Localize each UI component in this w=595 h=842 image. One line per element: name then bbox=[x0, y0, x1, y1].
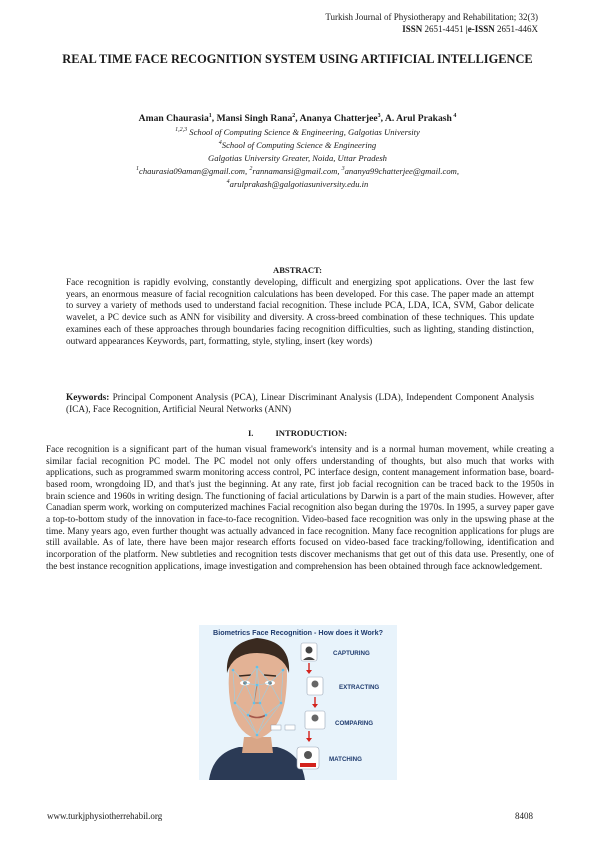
abstract-heading: ABSTRACT: bbox=[272, 265, 323, 275]
paper-title: REAL TIME FACE RECOGNITION SYSTEM USING ARTIFICIAL INTELLIGENCE bbox=[62, 52, 533, 66]
affiliation-line: Galgotias University Greater, Noida, Uttar Pradesh bbox=[208, 153, 387, 163]
email-line bbox=[60, 178, 535, 191]
author-name: Ananya Chatterjee bbox=[299, 113, 378, 124]
affiliation-line bbox=[60, 126, 535, 139]
keywords bbox=[66, 393, 534, 416]
issn-label: ISSN bbox=[402, 24, 423, 34]
email-link[interactable]: ananya99chatterjee@gmail.com, bbox=[344, 166, 459, 176]
author-name: Aman Chaurasia bbox=[138, 113, 209, 124]
keywords-label: Keywords: bbox=[66, 393, 110, 403]
step-comparing: COMPARING bbox=[335, 720, 374, 727]
section-title: INTRODUCTION: bbox=[275, 428, 348, 438]
abstract-text: Face recognition is rapidly evolving, constantly developing, difficult and energizing spot applications. Over the last few years, an enormous measure of facial recognition calculations has been developed. For this case. The paper made an attempt to survey a variety of methods used to understand facial recognition. These include PCA, LDA, ICA, SVM, Gabor delicate wavelet, a PC device such as ANN for visibility and diversity. A cross-breed combination of these techniques. This update examines each of these approaches through boundaries facing recognition difficulties, such as lighting, standing distinction, outward appearances Keywords, part, formatting, style, styling, insert (key words) bbox=[66, 278, 534, 347]
email-sup: 3 bbox=[341, 166, 345, 173]
journal-header bbox=[325, 11, 538, 35]
affil-sup: 1,2,3 bbox=[175, 127, 188, 134]
introduction-text: Face recognition is a significant part of the human visual framework's intensity and is a normal human movement, while creating a similar facial recognition PC model. The PC model not only offers understanding of thoughts, but also much that works with applications, such as programmed swarm monitoring access control, PC interface design, content management information base, board-based room, wrongdoing ID, and that's just the beginning. At any rate, first job facial recognition can be traced back to the 1950s in brain science and 1960s in writing design. The functioning of facial articulations by Darwin is a part of the main studies. However, after Canadian sperm work, working on computerized machines Facial recognition also began during the 1970s. In 1995, a survey paper gave a top-to-bottom study of the innovation in face-to-face recognition. Video-based face recognition was only in the upswing phase at the time. Many years ago, even further thought was actually advanced in face recognition. Many face recognition applications for plugs are still available. As of late, there have been major research efforts focused on video-based face tracking/following, identification and incorporation of the platform. New subtleties and recognition tests discover mechanisms that get out of this data use. Presently, one of the best instance recognition applications, image investigation and comprehension has been obtained through face acknowledgement. bbox=[46, 445, 554, 572]
page-number: 8408 bbox=[515, 811, 533, 821]
eissn-label: |e-ISSN bbox=[465, 24, 495, 34]
affiliation-line bbox=[60, 139, 535, 152]
issn-line bbox=[325, 23, 538, 35]
author-sup: 4 bbox=[451, 112, 457, 119]
author-list: Aman Chaurasia$^1$, Mansi Singh Rana$^2$, Ananya Chatterjee$^3$, A. Arul Prakash $^4$ bbox=[138, 112, 457, 124]
issn-value: 2651-4451 bbox=[424, 24, 464, 34]
affil-text: School of Computing Science & Engineering, Galgotias University bbox=[187, 127, 420, 137]
step-extracting: EXTRACTING bbox=[339, 684, 380, 691]
eissn-value: 2651-446X bbox=[497, 24, 538, 34]
step-capturing: CAPTURING bbox=[333, 650, 370, 657]
figure-title: Biometrics Face Recognition - How does it Work? bbox=[213, 628, 383, 637]
author-name: Mansi Singh Rana bbox=[216, 113, 293, 124]
affil-text: School of Computing Science & Engineering bbox=[221, 140, 377, 150]
step-matching: MATCHING bbox=[329, 756, 362, 763]
author-sup: 1 bbox=[208, 112, 212, 119]
email-sup: 1 bbox=[136, 166, 139, 173]
affil-sup: 4 bbox=[218, 140, 222, 147]
journal-name: Turkish Journal of Physiotherapy and Rehabilitation; 32(3) bbox=[325, 12, 538, 22]
keywords-text: Principal Component Analysis (PCA), Linear Discriminant Analysis (LDA), Independent Component Analysis (ICA), Face Recognition, Artificial Neural Networks (ANN) bbox=[66, 393, 534, 415]
author-name: A. Arul Prakash bbox=[384, 113, 452, 124]
email-link[interactable]: chaurasia09aman@gmail.com, bbox=[139, 166, 250, 176]
email-sup: 4 bbox=[226, 179, 230, 186]
email-line bbox=[60, 165, 535, 178]
footer-url[interactable]: www.turkjphysiotherrehabil.org bbox=[47, 811, 163, 821]
author-sup: 2 bbox=[292, 112, 296, 119]
email-link[interactable]: rannamansi@gmail.com, bbox=[252, 166, 342, 176]
figure-graphic bbox=[199, 625, 397, 780]
face-recognition-figure bbox=[199, 625, 397, 780]
email-link[interactable]: arulprakash@galgotiasuniversity.edu.in bbox=[229, 179, 369, 189]
section-heading bbox=[60, 428, 535, 438]
author-sup: 3 bbox=[377, 112, 381, 119]
email-sup: 2 bbox=[249, 166, 253, 173]
section-number: I. bbox=[247, 428, 254, 438]
affiliations bbox=[60, 126, 535, 191]
